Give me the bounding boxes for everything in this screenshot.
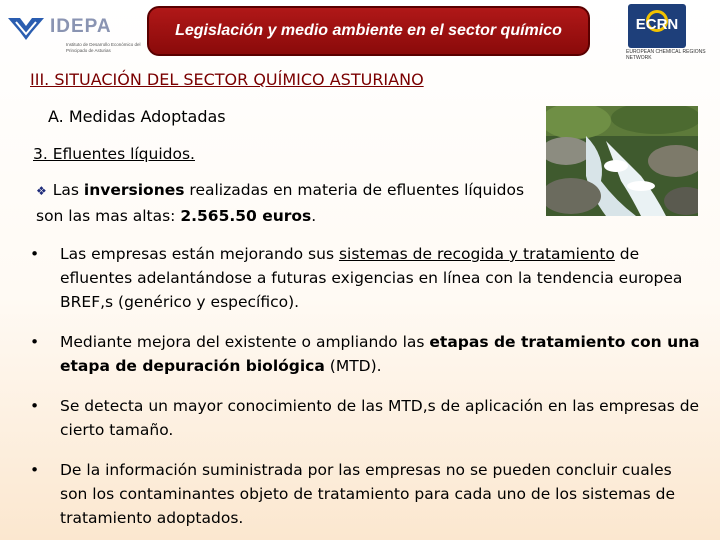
- idepa-subtitle: Instituto de Desarrollo Económico del Principado de Asturias: [66, 42, 141, 53]
- highlight-post: .: [311, 207, 317, 225]
- investment-highlight: [36, 178, 546, 229]
- bullet-icon: •: [30, 397, 40, 415]
- list-item: [30, 394, 700, 442]
- highlight-pre: Las: [52, 181, 84, 199]
- highlight-mid: realizadas en materia de efluentes líquidos son las mas altas:: [36, 181, 525, 225]
- idepa-name: IDEPA: [50, 16, 112, 37]
- highlight-bold: inversiones: [83, 181, 185, 199]
- subsection-title: A. Medidas Adoptadas: [48, 107, 226, 126]
- ecrn-logo-icon: [628, 4, 686, 48]
- header-banner: [147, 6, 590, 56]
- bullet-icon: •: [30, 333, 40, 351]
- bullet-text-bold: etapas de tratamiento con una etapa de depuración biológica: [60, 333, 700, 375]
- list-item: [30, 458, 700, 530]
- diamond-bullet-icon: ❖: [36, 184, 47, 198]
- bullet-icon: •: [30, 245, 40, 263]
- idepa-logo-icon: [6, 14, 46, 44]
- topic-heading: 3. Efluentes líquidos.: [33, 145, 195, 163]
- bullet-text-pre: Mediante mejora del existente o ampliando las: [60, 333, 430, 351]
- bullet-list: [30, 242, 700, 530]
- page-title: Legislación y medio ambiente en el sector químico: [175, 22, 562, 39]
- bullet-text-post: (MTD).: [324, 357, 382, 375]
- bullet-text: De la información suministrada por las empresas no se pueden concluir cuales son los contaminantes objeto de tratamiento para cada uno de los sistemas de tratamiento adoptados.: [60, 461, 676, 527]
- section-title: III. SITUACIÓN DEL SECTOR QUÍMICO ASTURIANO: [30, 70, 424, 89]
- ecrn-name: ECRN: [635, 16, 679, 33]
- river-stream-photo: [546, 106, 698, 216]
- idepa-logo: [6, 10, 146, 66]
- list-item: [30, 242, 700, 314]
- bullet-text-post: de efluentes adelantándose a futuras exigencias en línea con la tendencia europea BREF,s (genérico y específico).: [60, 245, 683, 311]
- ecrn-subtitle: EUROPEAN CHEMICAL REGIONS NETWORK: [626, 49, 706, 61]
- highlight-amount: 2.565.50 euros: [180, 207, 312, 225]
- ecrn-logo: [618, 4, 714, 64]
- bullet-text: Se detecta un mayor conocimiento de las MTD,s de aplicación en las empresas de cierto tamaño.: [60, 397, 700, 439]
- bullet-text-underlined: sistemas de recogida y tratamiento: [338, 245, 615, 263]
- bullet-icon: •: [30, 461, 40, 479]
- list-item: [30, 330, 700, 378]
- bullet-text-pre: Las empresas están mejorando sus: [60, 245, 339, 263]
